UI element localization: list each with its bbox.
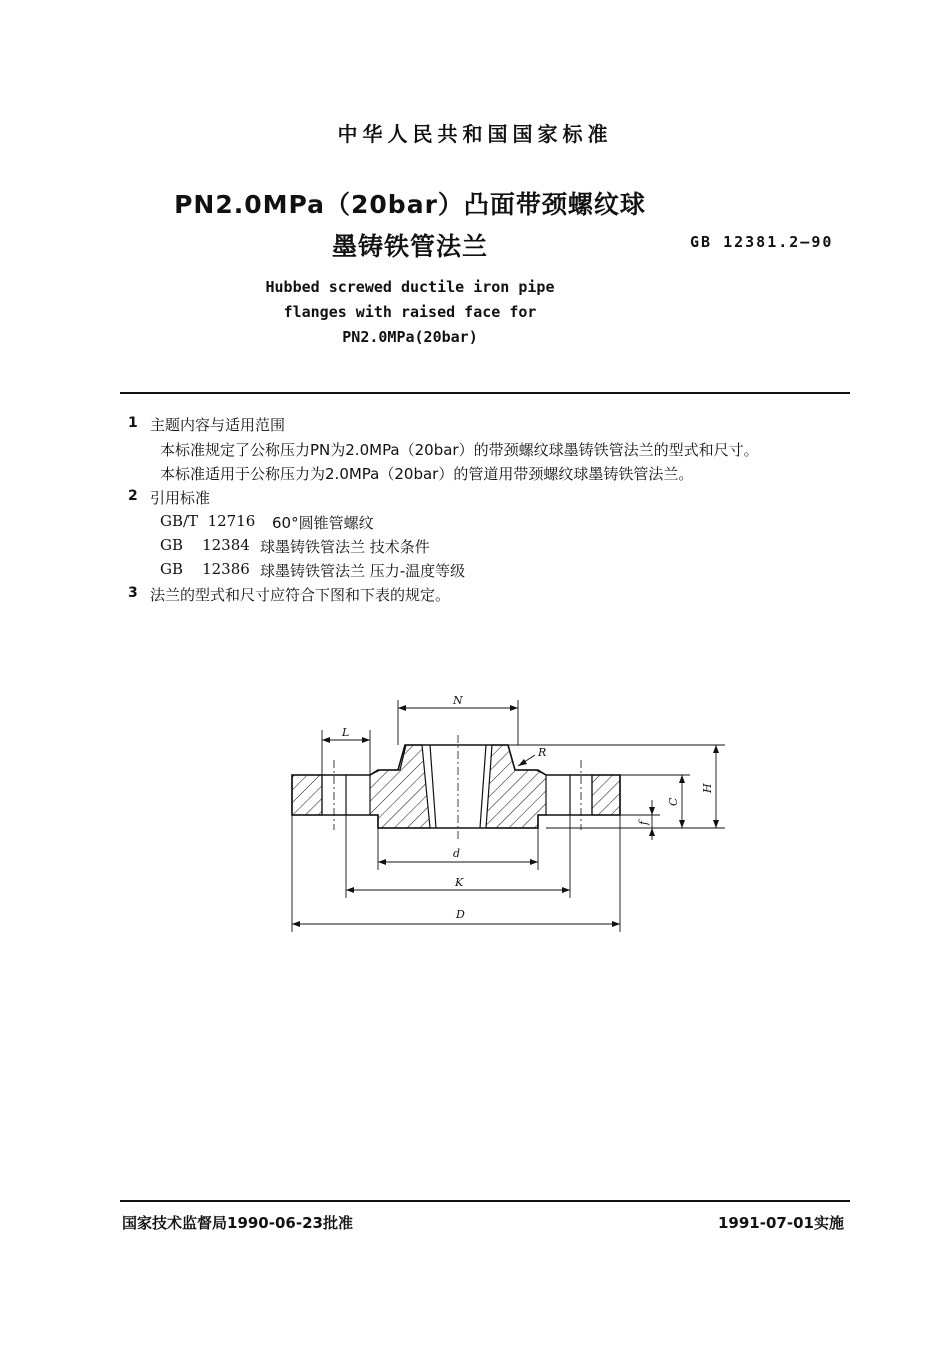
reference-code-2: GB 12384 <box>160 536 250 554</box>
section-1-paragraph-1: 本标准规定了公称压力PN为2.0MPa（20bar）的带颈螺纹球墨铸铁管法兰的型式和尺寸。 <box>160 441 759 459</box>
reference-title-2: 球墨铸铁管法兰 技术条件 <box>260 538 430 556</box>
section-1-paragraph-2: 本标准适用于公称压力为2.0MPa（20bar）的管道用带颈螺纹球墨铸铁管法兰。 <box>160 465 694 483</box>
effective-date-line: 1991-07-01实施 <box>718 1214 844 1232</box>
section-2-heading: 引用标准 <box>150 489 211 507</box>
dim-label-h: H <box>701 783 714 793</box>
hatch-left-outer <box>292 775 322 815</box>
hatch-left-hub <box>370 745 430 828</box>
reference-title-1: 60°圆锥管螺纹 <box>272 514 374 532</box>
standard-code: GB 12381.2—90 <box>690 233 834 251</box>
document-title-en-line2: flanges with raised face for <box>283 303 537 321</box>
section-1-heading: 主题内容与适用范围 <box>150 416 286 434</box>
document-title-en-line3: PN2.0MPa(20bar) <box>342 328 478 346</box>
approval-line: 国家技术监督局1990-06-23批准 <box>122 1214 353 1232</box>
section-3-heading: 法兰的型式和尺寸应符合下图和下表的规定。 <box>150 586 451 604</box>
document-title-en-line1: Hubbed screwed ductile iron pipe <box>265 278 555 296</box>
reference-title-3: 球墨铸铁管法兰 压力-温度等级 <box>260 562 466 580</box>
section-2-number: 2 <box>128 488 138 504</box>
section-3-number: 3 <box>128 585 138 601</box>
bottom-divider <box>120 1200 850 1202</box>
document-title-cn-line1: PN2.0MPa（20bar）凸面带颈螺纹球 <box>174 190 646 219</box>
dim-label-r: R <box>538 746 547 759</box>
hatch-right-hub <box>486 745 546 828</box>
dim-label-d: D <box>456 908 465 921</box>
section-1-number: 1 <box>128 415 138 431</box>
national-standard-heading: 中华人民共和国国家标准 <box>337 122 613 146</box>
dim-label-l: L <box>342 726 350 739</box>
hatch-right-outer <box>592 775 620 815</box>
reference-code-1: GB/T 12716 <box>160 512 256 530</box>
dim-label-c: C <box>667 797 680 806</box>
dim-label-d-small: d <box>453 847 461 860</box>
dim-label-f: f <box>637 820 650 825</box>
document-title-cn-line2: 墨铸铁管法兰 <box>331 232 488 261</box>
dim-label-n: N <box>453 694 463 707</box>
reference-code-3: GB 12386 <box>160 560 250 578</box>
dim-label-k: K <box>455 876 464 889</box>
